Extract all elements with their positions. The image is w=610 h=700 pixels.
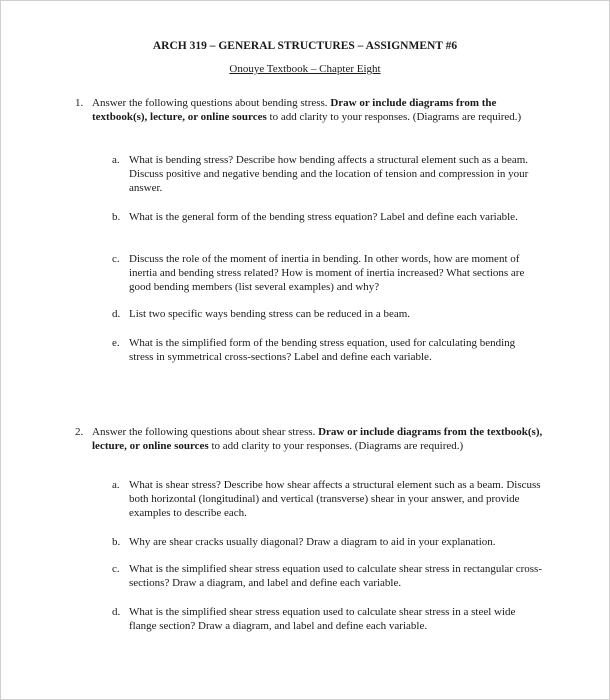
question-intro: Answer the following questions about shear stress. Draw or include diagrams from the textbook(s), lecture, or online sources to add clarity to your responses. (Diagrams are required.) xyxy=(92,426,543,452)
item-letter: d. xyxy=(112,606,121,618)
item-letter: b. xyxy=(112,536,121,548)
item-text: What is the simplified shear stress equation used to calculate shear stress in rectangular cross-sections? Draw a diagram, and label and define each variable. xyxy=(129,563,542,589)
item-text: What is bending stress? Describe how bending affects a structural element such as a beam. Discuss positive and negative bending and the location of tension and compression in your answer. xyxy=(129,154,529,194)
question-1-item-b xyxy=(112,210,542,224)
item-text: What is the simplified shear stress equation used to calculate shear stress in a steel wide flange section? Draw a diagram, and label and define each variable. xyxy=(129,606,516,632)
question-2-item-b xyxy=(112,535,542,549)
item-text: What is shear stress? Describe how shear affects a structural element such as a beam. Discuss both horizontal (longitudinal) and vertical (transverse) shear in your answer, and provide examples to describe each. xyxy=(129,479,541,519)
question-1-item-a xyxy=(112,153,542,195)
question-1-item-e xyxy=(112,336,542,364)
question-intro: Answer the following questions about bending stress. Draw or include diagrams from the textbook(s), lecture, or online sources to add clarity to your responses. (Diagrams are required.) xyxy=(92,97,522,123)
question-1-item-d xyxy=(112,307,542,321)
item-text: Why are shear cracks usually diagonal? Draw a diagram to aid in your explanation. xyxy=(129,536,496,548)
item-text: What is the simplified form of the bending stress equation, used for calculating bending stress in symmetrical cross-sections? Label and define each variable. xyxy=(129,337,516,363)
item-letter: b. xyxy=(112,211,121,223)
question-2 xyxy=(75,425,545,453)
item-letter: c. xyxy=(112,253,120,265)
item-letter: d. xyxy=(112,308,121,320)
item-letter: a. xyxy=(112,479,120,491)
question-2-item-a xyxy=(112,478,542,520)
question-number: 1. xyxy=(75,97,84,109)
question-intro-emphasis: Draw or include diagrams from the textbook(s), lecture, or online sources xyxy=(92,426,543,452)
question-number: 2. xyxy=(75,426,84,438)
item-text: List two specific ways bending stress can be reduced in a beam. xyxy=(129,308,411,320)
question-1-item-c xyxy=(112,252,542,294)
question-1 xyxy=(75,96,545,124)
item-letter: e. xyxy=(112,337,120,349)
document-subtitle: Onouye Textbook – Chapter Eight xyxy=(229,63,381,75)
question-2-item-c xyxy=(112,562,542,590)
item-text: Discuss the role of the moment of inertia in bending. In other words, how are moment of inertia and bending stress related? How is moment of inertia increased? What sections are good bending members (list several examples) and why? xyxy=(129,253,525,293)
item-letter: c. xyxy=(112,563,120,575)
question-intro-emphasis: Draw or include diagrams from the textbook(s), lecture, or online sources xyxy=(92,97,497,123)
item-text: What is the general form of the bending stress equation? Label and define each variable. xyxy=(129,211,518,223)
document-title: ARCH 319 – GENERAL STRUCTURES – ASSIGNMENT #6 xyxy=(152,40,458,52)
question-2-item-d xyxy=(112,605,542,633)
item-letter: a. xyxy=(112,154,120,166)
